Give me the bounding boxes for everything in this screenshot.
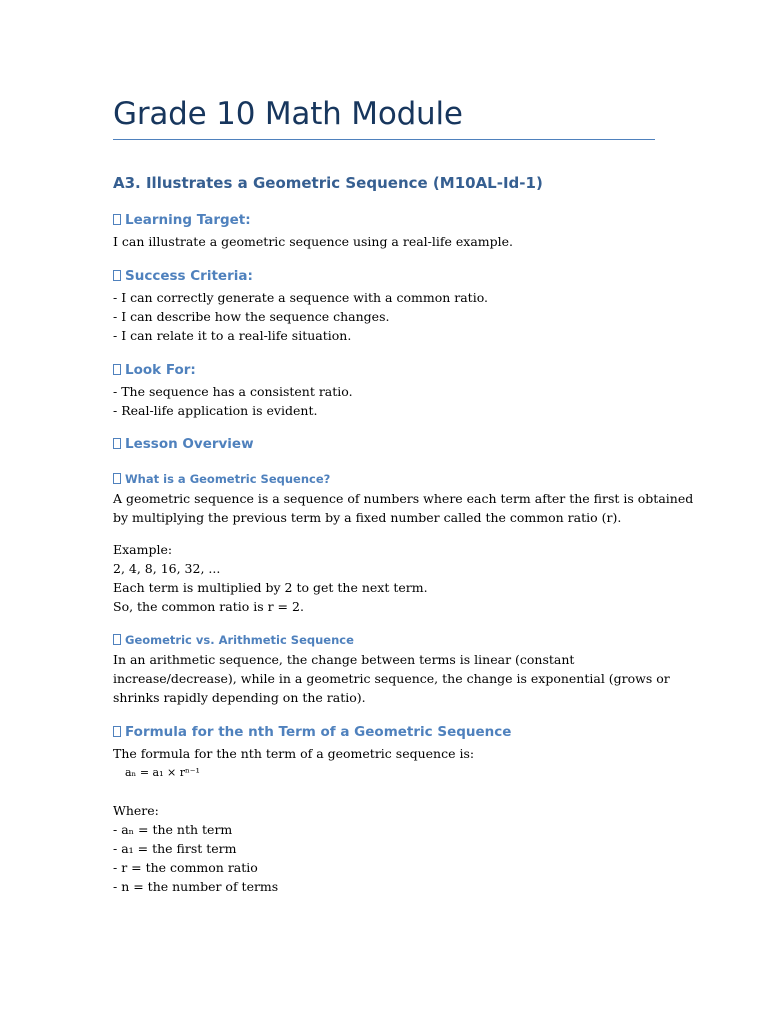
list-item: - r = the common ratio <box>113 860 258 875</box>
success-criteria-heading-label: Success Criteria: <box>125 268 253 284</box>
text-line: Example: <box>113 542 173 557</box>
vs-arithmetic-heading <box>113 632 354 648</box>
emoji-placeholder-icon <box>113 214 121 225</box>
formula-heading-label: Formula for the nth Term of a Geometric Sequence <box>125 724 512 740</box>
emoji-placeholder-icon <box>113 270 121 281</box>
list-item: - a₁ = the first term <box>113 841 237 856</box>
list-item: - n = the number of terms <box>113 879 279 894</box>
formula-intro <box>113 744 658 763</box>
text-line: I can illustrate a geometric sequence using a real-life example. <box>113 234 514 249</box>
list-item: - The sequence has a consistent ratio. <box>113 384 353 399</box>
formula-expression: aₙ = a₁ × rⁿ⁻¹ <box>125 766 200 779</box>
where-list <box>113 801 658 896</box>
look-for-heading-label: Look For: <box>125 362 196 378</box>
text-line: Each term is multiplied by 2 to get the next term. <box>113 580 428 595</box>
text-line: A geometric sequence is a sequence of numbers where each term after the first is obtained <box>113 491 694 506</box>
text-line: The formula for the nth term of a geometric sequence is: <box>113 746 475 761</box>
section-heading: A3. Illustrates a Geometric Sequence (M10AL-Id-1) <box>113 174 543 192</box>
document-title: Grade 10 Math Module <box>113 96 463 132</box>
learning-target-heading-label: Learning Target: <box>125 212 251 228</box>
success-criteria-heading <box>113 267 253 285</box>
title-underline <box>113 139 655 140</box>
text-line: In an arithmetic sequence, the change between terms is linear (constant <box>113 652 575 667</box>
lesson-overview-heading <box>113 435 254 453</box>
list-item: - Real-life application is evident. <box>113 403 318 418</box>
what-is-paragraph <box>113 489 694 527</box>
list-item: - aₙ = the nth term <box>113 822 233 837</box>
emoji-placeholder-icon <box>113 473 121 484</box>
learning-target-heading <box>113 211 251 229</box>
list-item: - I can relate it to a real-life situation. <box>113 328 352 343</box>
vs-arithmetic-heading-label: Geometric vs. Arithmetic Sequence <box>125 633 354 647</box>
lesson-overview-heading-label: Lesson Overview <box>125 436 254 452</box>
text-line: shrinks rapidly depending on the ratio). <box>113 690 366 705</box>
emoji-placeholder-icon <box>113 438 121 449</box>
emoji-placeholder-icon <box>113 364 121 375</box>
what-is-heading-label: What is a Geometric Sequence? <box>125 472 331 486</box>
example-block <box>113 540 658 616</box>
list-item: - I can correctly generate a sequence with a common ratio. <box>113 290 488 305</box>
emoji-placeholder-icon <box>113 634 121 645</box>
emoji-placeholder-icon <box>113 726 121 737</box>
text-line: So, the common ratio is r = 2. <box>113 599 304 614</box>
success-criteria-list <box>113 288 658 345</box>
text-line: Where: <box>113 803 159 818</box>
text-line: 2, 4, 8, 16, 32, ... <box>113 561 221 576</box>
learning-target-text <box>113 232 658 251</box>
look-for-list <box>113 382 658 420</box>
formula-heading <box>113 723 511 741</box>
what-is-heading <box>113 471 330 487</box>
vs-arithmetic-paragraph <box>113 650 670 707</box>
look-for-heading <box>113 361 196 379</box>
text-line: by multiplying the previous term by a fixed number called the common ratio (r). <box>113 510 622 525</box>
text-line: increase/decrease), while in a geometric sequence, the change is exponential (grows or <box>113 671 670 686</box>
list-item: - I can describe how the sequence changes. <box>113 309 390 324</box>
